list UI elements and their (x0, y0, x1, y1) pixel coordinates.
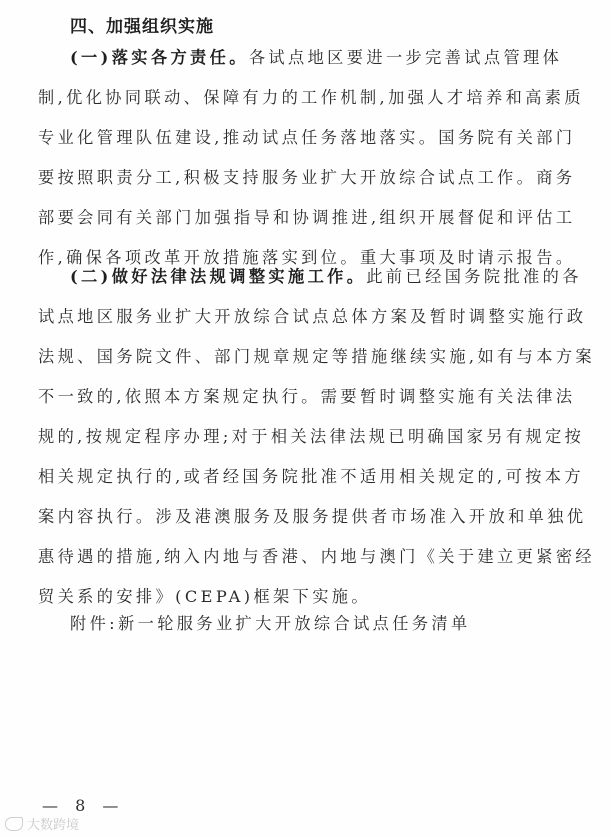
watermark-logo-icon (5, 817, 23, 831)
paragraph-line: 法规、国务院文件、部门规章规定等措施继续实施,如有与本方案 (38, 347, 595, 366)
attachment-note: 附件:新一轮服务业扩大开放综合试点任务清单 (70, 614, 471, 633)
paragraph-lead: (二)做好法律法规调整实施工作。 (70, 267, 367, 286)
paragraph-line: 要按照职责分工,积极支持服务业扩大开放综合试点工作。商务 (38, 168, 576, 187)
paragraph-line: 试点地区服务业扩大开放综合试点总体方案及暂时调整实施行政 (38, 307, 587, 326)
watermark-text: 大数跨境 (27, 818, 80, 833)
paragraph-line: 规的,按规定程序办理;对于相关法律法规已明确国家另有规定按 (38, 427, 585, 446)
paragraph-line: 相关规定执行的,或者经国务院批准不适用相关规定的,可按本方 (38, 467, 584, 486)
paragraph-line: 贸关系的安排》(CEPA)框架下实施。 (38, 587, 371, 606)
paragraph-line (38, 38, 563, 78)
section-heading: 四、加强组织实施 (70, 17, 214, 37)
paragraph-line: 不一致的,依照本方案规定执行。需要暂时调整实施有关法律法 (38, 387, 576, 406)
paragraph-text: 此前已经国务院批准的各 (366, 267, 582, 286)
paragraph-line: 案内容执行。涉及港澳服务及服务提供者市场准入开放和单独优 (38, 507, 587, 526)
paragraph-lead: (一)落实各方责任。 (70, 48, 249, 67)
paragraph-line: 惠待遇的措施,纳入内地与香港、内地与澳门《关于建立更紧密经 (38, 547, 595, 566)
watermark (5, 814, 79, 833)
paragraph-line: 作,确保各项改革开放措施落实到位。重大事项及时请示报告。 (38, 248, 576, 267)
page-number: — 8 — (42, 796, 125, 815)
paragraph-line: 制,优化协同联动、保障有力的工作机制,加强人才培养和高素质 (38, 88, 584, 107)
paragraph-line: 专业化管理队伍建设,推动试点任务落地落实。国务院有关部门 (38, 128, 576, 147)
paragraph-text: 各试点地区要进一步完善试点管理体 (248, 48, 563, 67)
paragraph-line: 部要会同有关部门加强指导和协调推进,组织开展督促和评估工 (38, 208, 576, 227)
